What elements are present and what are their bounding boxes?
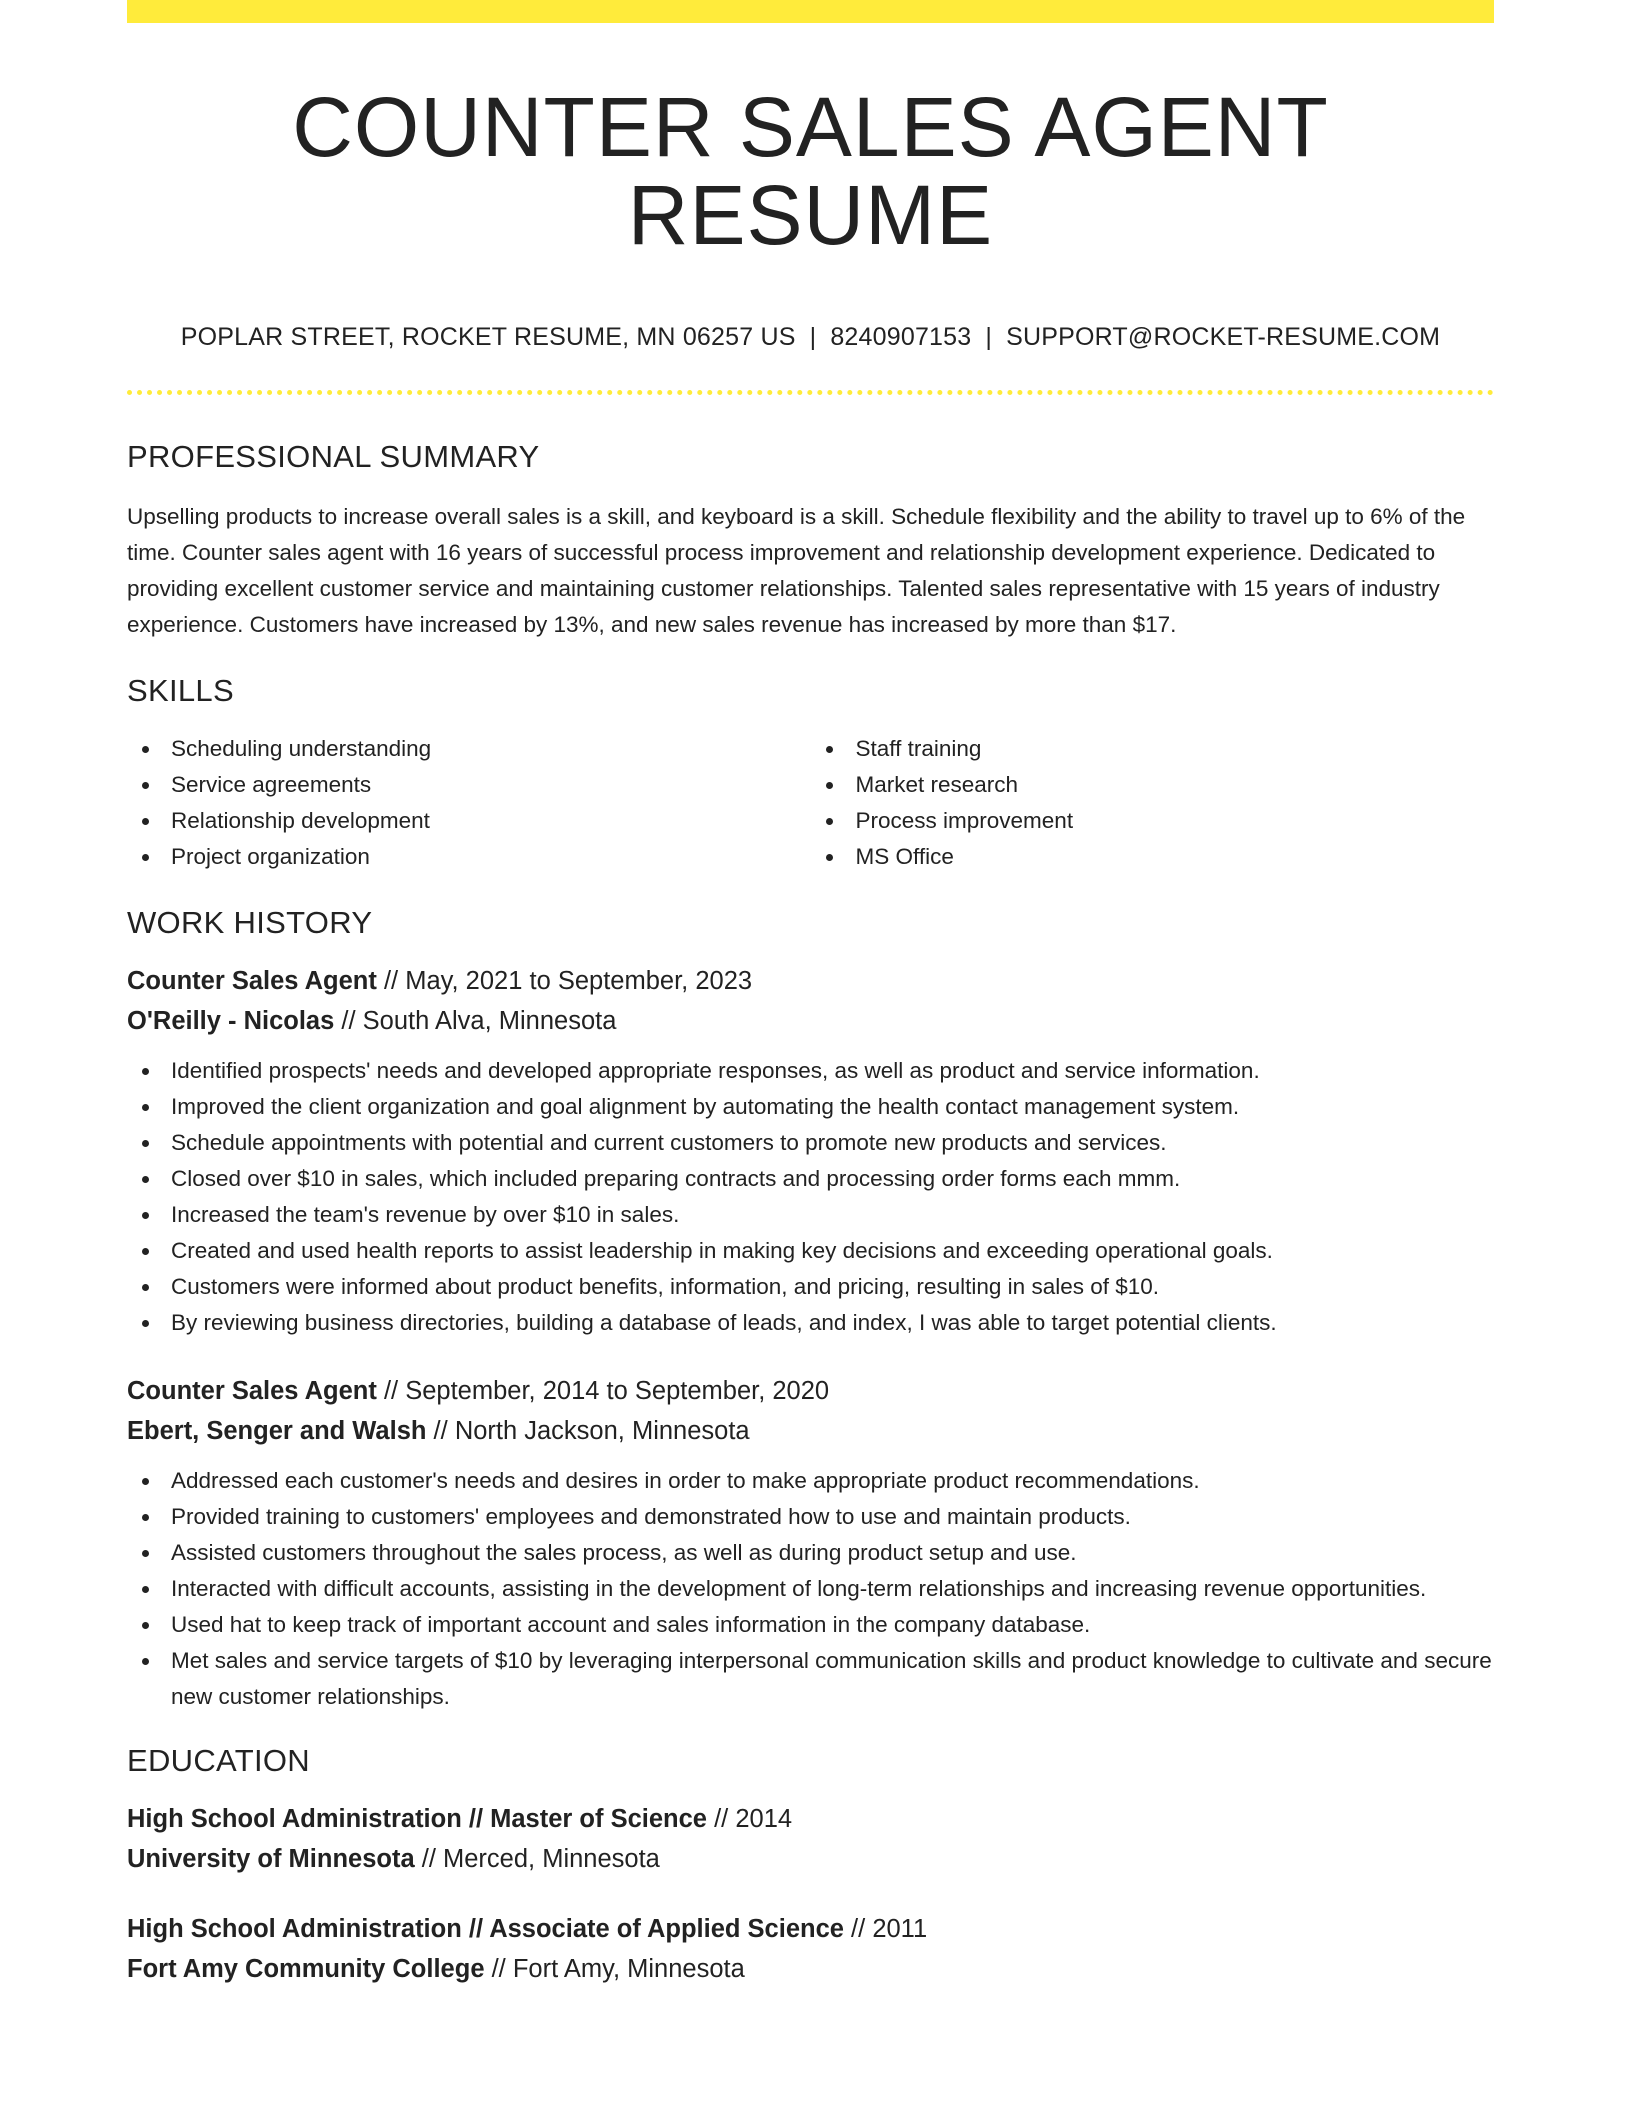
job-bullet: Assisted customers throughout the sales process, as well as during product setup and use. [127, 1535, 1494, 1571]
job-location: North Jackson, Minnesota [454, 1417, 750, 1446]
skills-column-right [811, 731, 1495, 875]
contact-line [127, 323, 1494, 352]
job-bullet: Used hat to keep track of important account and sales information in the company database. [127, 1607, 1494, 1643]
job-company: Ebert, Senger and Walsh [127, 1417, 427, 1446]
skill-item: Process improvement [811, 803, 1495, 839]
education-entry [127, 1909, 1494, 1989]
education-entry [127, 1799, 1494, 1879]
job-company-line [127, 1001, 1494, 1041]
education-school: Fort Amy Community College [127, 1955, 485, 1984]
skill-item: Scheduling understanding [127, 731, 811, 767]
skill-item: Market research [811, 767, 1495, 803]
job-bullet: Closed over $10 in sales, which included preparing contracts and processing order forms each mmm. [127, 1161, 1494, 1197]
job-bullet: Addressed each customer's needs and desires in order to make appropriate product recommendations. [127, 1463, 1494, 1499]
job-bullet: Met sales and service targets of $10 by leveraging interpersonal communication skills and product knowledge to cultivate and secure new customer relationships. [127, 1643, 1494, 1715]
resume-title: COUNTER SALES AGENT RESUME [292, 80, 1329, 263]
separator: // [851, 1915, 866, 1944]
job-dates: September, 2014 to September, 2020 [405, 1377, 830, 1406]
education-location: Merced, Minnesota [443, 1845, 660, 1874]
header-divider [127, 390, 1494, 395]
job-bullet: Interacted with difficult accounts, assisting in the development of long-term relationships and increasing revenue opportunities. [127, 1571, 1494, 1607]
resume-page [127, 0, 1494, 1989]
job-bullet: By reviewing business directories, building a database of leads, and index, I was able to target potential clients. [127, 1305, 1494, 1341]
contact-address: POPLAR STREET, ROCKET RESUME, MN 06257 US [180, 323, 796, 352]
contact-phone: 8240907153 [830, 323, 972, 352]
contact-separator: | [985, 323, 993, 352]
job-location: South Alva, Minnesota [362, 1007, 617, 1036]
separator: // [421, 1845, 436, 1874]
education-school: University of Minnesota [127, 1845, 415, 1874]
separator: // [341, 1007, 356, 1036]
job-title-line [127, 961, 1494, 1001]
contact-separator: | [809, 323, 817, 352]
work-history-heading: WORK HISTORY [127, 905, 373, 941]
job-company-line [127, 1411, 1494, 1451]
education-degree: High School Administration // Master of Science [127, 1805, 707, 1834]
education-year: 2014 [735, 1805, 793, 1834]
job-bullets [127, 1463, 1494, 1715]
summary-text: Upselling products to increase overall sales is a skill, and keyboard is a skill. Schedule flexibility and the ability to travel up to 6% of the time. Counter sales agent with 16 years of successful process improvement and relationship development experience. Dedicated to providing excellent customer service and maintaining customer relationships. Talented sales representative with 15 years of industry experience. Customers have increased by 13%, and new sales revenue has increased by more than $17. [127, 504, 1466, 638]
contact-email: SUPPORT@ROCKET-RESUME.COM [1006, 323, 1441, 352]
job-bullet: Identified prospects' needs and developed appropriate responses, as well as product and service information. [127, 1053, 1494, 1089]
separator: // [383, 1377, 399, 1406]
separator: // [491, 1955, 506, 1984]
education-school-line [127, 1949, 1494, 1989]
job-title: Counter Sales Agent [127, 1377, 377, 1406]
education-heading: EDUCATION [127, 1743, 310, 1779]
job-bullet: Created and used health reports to assist leadership in making key decisions and exceeding operational goals. [127, 1233, 1494, 1269]
job-bullet: Improved the client organization and goal alignment by automating the health contact management system. [127, 1089, 1494, 1125]
education-degree-line [127, 1799, 1494, 1839]
skill-item: Service agreements [127, 767, 811, 803]
job-entry [127, 1371, 1494, 1715]
separator: // [433, 1417, 448, 1446]
separator: // [714, 1805, 729, 1834]
separator: // [383, 967, 399, 996]
education-school-line [127, 1839, 1494, 1879]
education-location: Fort Amy, Minnesota [512, 1955, 745, 1984]
job-entry [127, 961, 1494, 1341]
education-year: 2011 [872, 1915, 928, 1944]
education-degree-line [127, 1909, 1494, 1949]
skills-list [127, 731, 1494, 875]
job-bullet: Provided training to customers' employees and demonstrated how to use and maintain products. [127, 1499, 1494, 1535]
job-title-line [127, 1371, 1494, 1411]
job-bullet: Increased the team's revenue by over $10 in sales. [127, 1197, 1494, 1233]
summary-heading: PROFESSIONAL SUMMARY [127, 439, 540, 475]
job-bullet: Schedule appointments with potential and current customers to promote new products and services. [127, 1125, 1494, 1161]
education-degree: High School Administration // Associate of Applied Science [127, 1915, 844, 1944]
job-dates: May, 2021 to September, 2023 [405, 967, 753, 996]
skill-item: Staff training [811, 731, 1495, 767]
job-company: O'Reilly - Nicolas [127, 1007, 335, 1036]
job-title: Counter Sales Agent [127, 967, 377, 996]
skill-item: Relationship development [127, 803, 811, 839]
skills-column-left [127, 731, 811, 875]
job-bullet: Customers were informed about product benefits, information, and pricing, resulting in sales of $10. [127, 1269, 1494, 1305]
skill-item: MS Office [811, 839, 1495, 875]
top-accent-bar [127, 0, 1494, 23]
skill-item: Project organization [127, 839, 811, 875]
job-bullets [127, 1053, 1494, 1341]
skills-heading: SKILLS [127, 673, 234, 709]
